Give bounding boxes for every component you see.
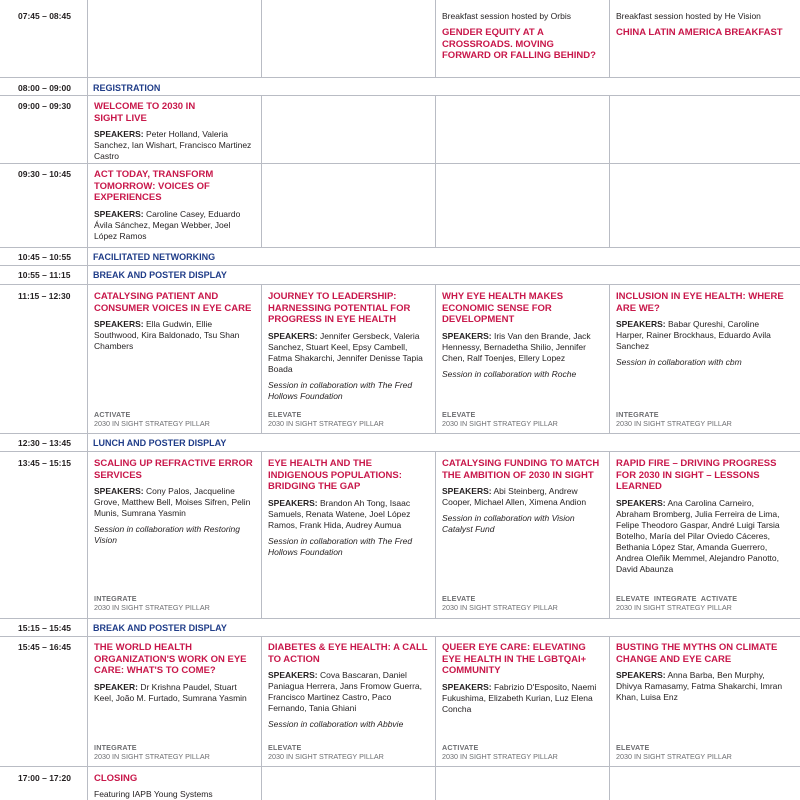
session-speakers — [268, 670, 429, 714]
time-slot: 13:45 – 15:15 — [18, 458, 71, 468]
speakers-label: SPEAKERS: — [616, 319, 666, 329]
strategy-pillar — [616, 744, 732, 761]
session-speakers — [268, 498, 429, 531]
pillar-name: ELEVATE — [442, 594, 476, 603]
session-title: CLOSING — [94, 773, 138, 784]
strategy-pillar — [94, 595, 210, 612]
pillar-caption: 2030 IN SIGHT STRATEGY PILLAR — [442, 418, 558, 428]
session-speakers — [616, 670, 784, 703]
speaker-names: Brandon Ah Tong, Isaac Samuels, Renata Watene, Joel López Ramos, Frank Hida, Audrey Aumua — [268, 497, 411, 530]
pillar-name: ACTIVATE — [94, 410, 131, 419]
speakers-label: SPEAKER: — [94, 681, 138, 692]
session-card — [436, 291, 609, 433]
break-band: BREAK AND POSTER DISPLAY — [93, 623, 227, 633]
speakers-label: SPEAKERS: — [94, 486, 144, 496]
session-speakers — [268, 331, 429, 375]
pillar-name: ELEVATE INTEGRATE ACTIVATE — [616, 594, 738, 603]
session-card — [610, 458, 790, 618]
speakers-label: SPEAKERS: — [268, 497, 318, 508]
session-card — [262, 291, 435, 433]
pillar-caption: 2030 IN SIGHT STRATEGY PILLAR — [442, 602, 558, 612]
pillar-name: ELEVATE — [268, 743, 302, 752]
pillar-name: ELEVATE — [268, 410, 302, 419]
session-title: QUEER EYE CARE: ELEVATING EYE HEALTH IN THE LGBTQAI+ COMMUNITY — [442, 642, 587, 676]
strategy-pillar — [616, 411, 732, 428]
speakers-label: SPEAKERS: — [94, 319, 144, 329]
session-title: GENDER EQUITY AT A CROSSROADS. MOVING FORWARD OR FALLING BEHIND? — [442, 27, 596, 61]
pillar-caption: 2030 IN SIGHT STRATEGY PILLAR — [616, 602, 732, 612]
session-speakers — [94, 682, 255, 704]
speaker-names: Cony Palos, Jacqueline Grove, Matthew Bell, Moises Sifren, Pelin Munis, Sumrana Yasmin — [94, 486, 251, 518]
session-card — [436, 11, 609, 62]
pillar-caption: 2030 IN SIGHT STRATEGY PILLAR — [268, 418, 384, 428]
time-slot: 12:30 – 13:45 — [18, 438, 71, 448]
session-speakers — [94, 486, 255, 519]
pillar-name: INTEGRATE — [94, 743, 137, 752]
session-collaboration: Session in collaboration with cbm — [616, 357, 742, 367]
pillar-caption: 2030 IN SIGHT STRATEGY PILLAR — [94, 751, 210, 761]
speaker-names: Peter Holland, Valeria Sanchez, Ian Wishart, Francisco Martinez Castro — [94, 129, 252, 161]
pillar-name: INTEGRATE — [94, 594, 137, 603]
speaker-names: Iris Van den Brande, Jack Hennessy, Bernadetha Shilio, Jennifer Chen, Ralf Toenjes, Ellery Lopez — [442, 330, 591, 363]
strategy-pillar — [94, 744, 210, 761]
strategy-pillar — [268, 411, 384, 428]
registration-band: REGISTRATION — [93, 83, 161, 93]
session-collaboration: Session in collaboration with Restoring Vision — [94, 524, 240, 545]
session-card — [88, 291, 261, 433]
session-speakers — [616, 498, 784, 575]
speaker-names: Caroline Casey, Eduardo Ávila Sánchez, Megan Webber, Joel López Ramos — [94, 208, 241, 241]
divider — [0, 636, 800, 637]
session-collaboration: Session in collaboration with The Fred Hollows Foundation — [268, 379, 413, 401]
time-slot: 15:15 – 15:45 — [18, 623, 71, 633]
session-collaboration: Session in collaboration with The Fred Hollows Foundation — [268, 535, 413, 557]
speakers-label: SPEAKERS: — [442, 681, 492, 692]
session-card — [88, 101, 261, 162]
session-title: EYE HEALTH AND THE INDIGENOUS POPULATIONS: BRIDGING THE GAP — [268, 458, 402, 492]
pillar-caption: 2030 IN SIGHT STRATEGY PILLAR — [442, 751, 558, 761]
session-speakers — [442, 486, 603, 508]
divider — [0, 77, 800, 78]
divider — [0, 766, 800, 767]
session-speakers — [442, 331, 603, 364]
speaker-names: Cova Bascaran, Daniel Paniagua Herrera, Jans Fromow Guerra, Francisco Martinez Castro, Paco Fernando, Tania Ghiani — [268, 670, 423, 713]
divider — [0, 247, 800, 248]
pillar-caption: 2030 IN SIGHT STRATEGY PILLAR — [94, 418, 210, 428]
session-title: CHINA LATIN AMERICA BREAKFAST — [616, 27, 783, 38]
session-host: Breakfast session hosted by Orbis — [442, 11, 571, 21]
speaker-names: Ana Carolina Carneiro, Abraham Bromberg, Julia Ferreira de Lima, Felipe Theodoro Gaspar, André Luigi Tarsia Botelho, María del Pilar Oviedo Cáceres, Bethania López Star, Amanda Guerrero, Andrea Oleñik Memmel, Alejandro Panotto, David Abaunza — [616, 497, 780, 574]
session-card — [610, 642, 790, 766]
pillar-name: ACTIVATE — [442, 743, 479, 752]
strategy-pillar — [442, 744, 558, 761]
column-divider — [261, 95, 262, 247]
session-card — [88, 773, 261, 800]
divider — [0, 95, 800, 96]
strategy-pillar — [268, 744, 384, 761]
time-slot: 10:55 – 11:15 — [18, 270, 71, 280]
time-slot: 17:00 – 17:20 — [18, 773, 71, 783]
session-card — [88, 169, 261, 242]
divider — [0, 163, 800, 164]
session-speakers — [442, 682, 603, 715]
session-collaboration: Session in collaboration with Vision Catalyst Fund — [442, 513, 575, 534]
speakers-label: SPEAKERS: — [94, 208, 144, 219]
session-speakers — [94, 319, 255, 352]
speakers-label: SPEAKERS: — [94, 129, 144, 139]
pillar-name: INTEGRATE — [616, 410, 659, 419]
speaker-names: Abi Steinberg, Andrew Cooper, Michael Allen, Ximena Andion — [442, 486, 587, 507]
divider — [0, 265, 800, 266]
session-title: BUSTING THE MYTHS ON CLIMATE CHANGE AND EYE CARE — [616, 642, 778, 665]
strategy-pillar — [442, 411, 558, 428]
time-slot: 10:45 – 10:55 — [18, 252, 71, 262]
session-card — [88, 642, 261, 766]
session-card — [610, 291, 790, 433]
pillar-caption: 2030 IN SIGHT STRATEGY PILLAR — [616, 418, 732, 428]
pillar-caption: 2030 IN SIGHT STRATEGY PILLAR — [616, 751, 732, 761]
time-slot: 11:15 – 12:30 — [18, 291, 71, 301]
speaker-names: Fabrizio D'Esposito, Naemi Fukushima, Elizabeth Kurian, Luz Elena Concha — [442, 681, 597, 714]
session-speakers — [94, 129, 255, 162]
speaker-names: Dr Krishna Paudel, Stuart Keel, João M. Furtado, Sumrana Yasmin — [94, 681, 247, 703]
speakers-label: SPEAKERS: — [616, 670, 666, 680]
session-title: THE WORLD HEALTH ORGANIZATION'S WORK ON EYE CARE: WHAT'S TO COME? — [94, 642, 247, 676]
divider — [0, 433, 800, 434]
session-card — [436, 458, 609, 618]
divider — [0, 618, 800, 619]
session-speakers — [94, 209, 255, 242]
session-card — [610, 11, 790, 39]
session-speakers — [616, 319, 784, 352]
speaker-names: Babar Qureshi, Caroline Harper, Rainer Brockhaus, Eduardo Avila Sanchez — [616, 319, 771, 351]
session-title: INCLUSION IN EYE HEALTH: WHERE ARE WE? — [616, 291, 784, 314]
time-slot: 15:45 – 16:45 — [18, 642, 71, 652]
session-card — [88, 458, 261, 618]
column-divider — [435, 95, 436, 247]
column-divider — [261, 0, 262, 77]
speaker-names: Anna Barba, Ben Murphy, Dhivya Ramasamy, Fatma Shakarchi, Imran Khan, Luisa Enz — [616, 670, 783, 702]
time-slot: 09:00 – 09:30 — [18, 101, 71, 111]
session-title: ACT TODAY, TRANSFORM TOMORROW: VOICES OF EXPERIENCES — [94, 169, 214, 203]
speakers-label: SPEAKERS: — [268, 330, 318, 341]
time-slot: 08:00 – 09:00 — [18, 83, 71, 93]
speakers-label: SPEAKERS: — [616, 497, 666, 508]
session-title: WELCOME TO 2030 IN SIGHT LIVE — [94, 101, 196, 124]
speakers-label: SPEAKERS: — [442, 486, 492, 496]
session-title: CATALYSING PATIENT AND CONSUMER VOICES IN EYE CARE — [94, 291, 252, 314]
time-slot: 09:30 – 10:45 — [18, 169, 71, 179]
session-title: SCALING UP REFRACTIVE ERROR SERVICES — [94, 458, 253, 481]
strategy-pillar — [616, 595, 737, 612]
session-title: DIABETES & EYE HEALTH: A CALL TO ACTION — [268, 642, 428, 665]
speaker-names: Jennifer Gersbeck, Valeria Sanchez, Stuart Keel, Epsy Cambell, Fatma Shakarchi, Jennifer Denisse Tapia Boada — [268, 330, 423, 374]
pillar-caption: 2030 IN SIGHT STRATEGY PILLAR — [94, 602, 210, 612]
session-title: JOURNEY TO LEADERSHIP: HARNESSING POTENTIAL FOR PROGRESS IN EYE HEALTH — [268, 291, 411, 325]
pillar-name: ELEVATE — [616, 743, 650, 752]
time-slot: 07:45 – 08:45 — [18, 11, 71, 21]
session-card — [262, 642, 435, 766]
session-title: CATALYSING FUNDING TO MATCH THE AMBITION OF 2030 IN SIGHT — [442, 458, 600, 481]
column-divider — [609, 95, 610, 247]
session-title: WHY EYE HEALTH MAKES ECONOMIC SENSE FOR DEVELOPMENT — [442, 291, 564, 325]
session-featuring: Featuring IAPB Young Systems — [94, 788, 213, 799]
divider — [0, 451, 800, 452]
session-card — [436, 642, 609, 766]
break-band: BREAK AND POSTER DISPLAY — [93, 270, 227, 280]
session-card — [262, 458, 435, 618]
session-collaboration: Session in collaboration with Roche — [442, 368, 577, 379]
session-collaboration: Session in collaboration with Abbvie — [268, 719, 404, 729]
session-host: Breakfast session hosted by He Vision — [616, 11, 761, 21]
pillar-caption: 2030 IN SIGHT STRATEGY PILLAR — [268, 751, 384, 761]
speaker-names: Ella Gudwin, Ellie Southwood, Kira Baldonado, Tsu Shan Chambers — [94, 319, 240, 351]
networking-band: FACILITATED NETWORKING — [93, 252, 216, 262]
lunch-band: LUNCH AND POSTER DISPLAY — [93, 438, 227, 448]
pillar-name: ELEVATE — [442, 410, 476, 419]
speakers-label: SPEAKERS: — [268, 670, 318, 680]
strategy-pillar — [94, 411, 210, 428]
divider — [0, 284, 800, 285]
speakers-label: SPEAKERS: — [442, 330, 492, 341]
strategy-pillar — [442, 595, 558, 612]
session-title: RAPID FIRE – DRIVING PROGRESS FOR 2030 IN SIGHT – LESSONS LEARNED — [616, 458, 777, 492]
